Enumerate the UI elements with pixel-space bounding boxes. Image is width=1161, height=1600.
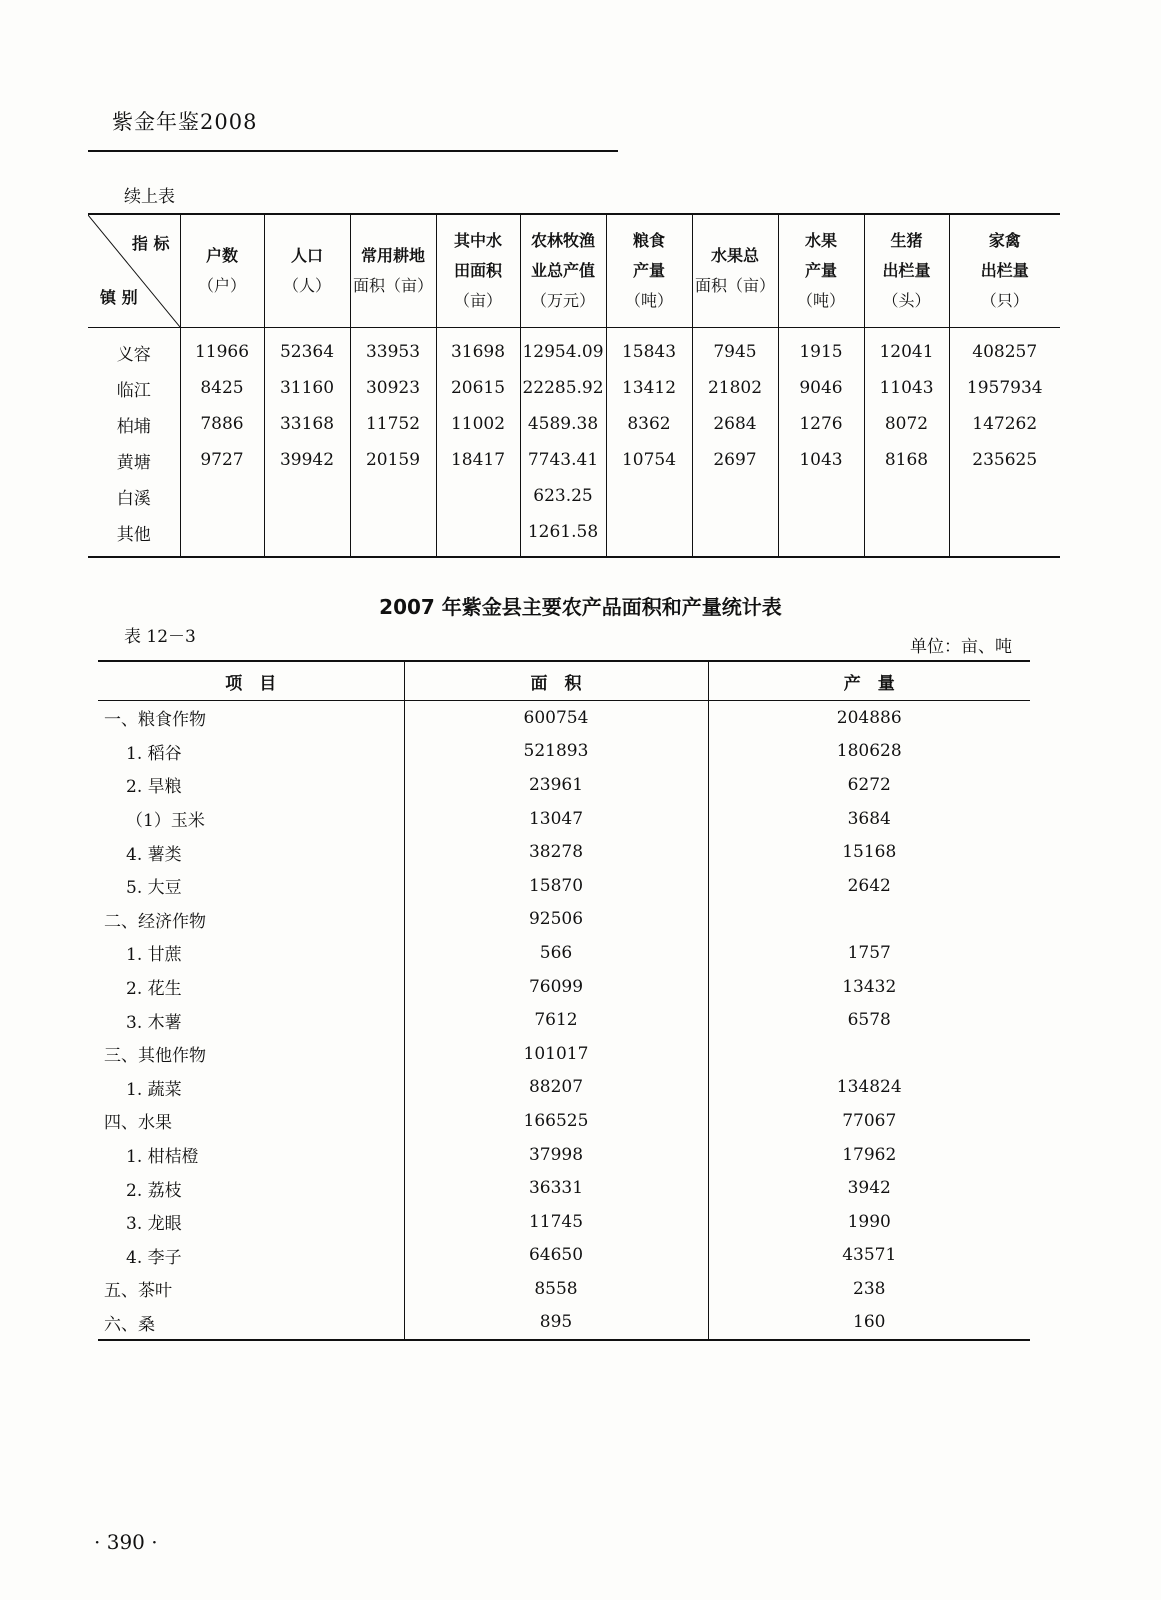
crop-area: 166525 xyxy=(404,1104,708,1138)
crop-item: 2. 荔枝 xyxy=(126,1180,182,1201)
header-item: 项 目 xyxy=(98,661,404,701)
column-unit: （万元） xyxy=(530,291,595,310)
town-name: 白溪 xyxy=(116,488,151,509)
table1-corner-cell xyxy=(88,214,180,328)
crop-item: 1. 甘蔗 xyxy=(126,945,182,966)
table-cell xyxy=(778,478,864,514)
town-name: 其他 xyxy=(88,514,180,557)
table-row xyxy=(98,1171,1030,1205)
table-cell xyxy=(180,478,264,514)
header-output: 产 量 xyxy=(708,661,1030,701)
table-cell xyxy=(949,514,1060,557)
page-number: · 390 · xyxy=(94,1530,158,1554)
table2-title: 2007 年紫金县主要农产品面积和产量统计表 xyxy=(379,595,782,619)
column-unit: （吨） xyxy=(624,291,673,310)
table-cell xyxy=(180,514,264,557)
crop-output: 6578 xyxy=(708,1003,1030,1037)
crop-item: （1）玉米 xyxy=(126,811,205,832)
column-title-line2: 田面积 xyxy=(453,261,502,280)
crop-area: 8558 xyxy=(404,1272,708,1306)
table-cell: 7945 xyxy=(692,328,778,371)
crop-output: 17962 xyxy=(708,1138,1030,1172)
table-cell: 147262 xyxy=(949,406,1060,442)
table-cell: 1261.58 xyxy=(520,514,606,557)
column-title-line2: 业总产值 xyxy=(530,261,595,280)
column-title-line2: 出栏量 xyxy=(980,261,1029,280)
crop-item: 2. 花生 xyxy=(126,979,182,1000)
town-name: 黄塘 xyxy=(116,452,151,473)
table-cell xyxy=(436,514,520,557)
column-title-line2: 产量 xyxy=(632,261,665,280)
column-unit: （亩） xyxy=(453,291,502,310)
table-cell: 7886 xyxy=(180,406,264,442)
table-cell: 623.25 xyxy=(520,478,606,514)
column-header xyxy=(180,214,264,328)
crop-item: 三、其他作物 xyxy=(104,1046,206,1067)
table-cell: 21802 xyxy=(692,370,778,406)
crop-area: 15870 xyxy=(404,869,708,903)
table-row xyxy=(98,970,1030,1004)
table-row xyxy=(98,869,1030,903)
crop-area: 7612 xyxy=(404,1003,708,1037)
crop-output: 238 xyxy=(708,1272,1030,1306)
column-unit: （头） xyxy=(882,291,931,310)
table-row xyxy=(88,406,1060,442)
table-cell: 11966 xyxy=(180,328,264,371)
crop-area: 36331 xyxy=(404,1171,708,1205)
table-cell: 1276 xyxy=(778,406,864,442)
table-row xyxy=(98,802,1030,836)
crop-item: 3. 龙眼 xyxy=(126,1214,182,1235)
table-cell: 18417 xyxy=(436,442,520,478)
column-title-line1: 其中水 xyxy=(453,231,502,250)
table-row xyxy=(88,478,1060,514)
table-row xyxy=(88,442,1060,478)
crop-area: 38278 xyxy=(404,835,708,869)
table-cell xyxy=(692,514,778,557)
table2-unit: 单位：亩、吨 xyxy=(910,637,1012,657)
column-header xyxy=(606,214,692,328)
crop-item: 六、桑 xyxy=(98,1306,404,1341)
column-title-line1: 水果 xyxy=(804,231,837,250)
table-row xyxy=(98,903,1030,937)
table-row xyxy=(88,328,1060,371)
column-title-line1: 水果总 xyxy=(710,246,759,265)
column-unit: 面积（亩） xyxy=(694,276,775,295)
crop-output xyxy=(708,903,1030,937)
table-cell: 15843 xyxy=(606,328,692,371)
table-cell: 8072 xyxy=(864,406,949,442)
town-name: 临江 xyxy=(116,380,151,401)
header-rule xyxy=(88,150,618,152)
crop-output: 3684 xyxy=(708,802,1030,836)
crop-stats-table xyxy=(98,660,1030,1341)
table-cell: 2684 xyxy=(692,406,778,442)
crop-output: 204886 xyxy=(708,701,1030,735)
crop-item: 四、水果 xyxy=(104,1113,172,1134)
crop-item: 1. 柑桔橙 xyxy=(126,1147,199,1168)
table-cell: 30923 xyxy=(350,370,436,406)
table-cell: 31160 xyxy=(264,370,350,406)
column-unit: （人） xyxy=(282,276,331,295)
table-cell: 20159 xyxy=(350,442,436,478)
corner-bottom-label: 镇 别 xyxy=(100,288,138,307)
table-row xyxy=(88,370,1060,406)
column-header xyxy=(350,214,436,328)
column-title-line2: 出栏量 xyxy=(882,261,931,280)
corner-top-label: 指 标 xyxy=(131,234,170,253)
column-header xyxy=(864,214,949,328)
crop-item: 3. 木薯 xyxy=(126,1012,182,1033)
table-row xyxy=(98,1138,1030,1172)
table-cell: 13412 xyxy=(606,370,692,406)
column-header xyxy=(949,214,1060,328)
column-header xyxy=(436,214,520,328)
table-row xyxy=(98,701,1030,735)
table-cell xyxy=(350,514,436,557)
crop-item: 5. 大豆 xyxy=(126,878,182,899)
table-cell: 408257 xyxy=(949,328,1060,371)
crop-item: 1. 蔬菜 xyxy=(126,1079,182,1100)
continuation-label: 续上表 xyxy=(124,187,175,207)
table-row xyxy=(88,514,1060,557)
crop-item: 一、粮食作物 xyxy=(104,710,206,731)
crop-item: 五、茶叶 xyxy=(104,1281,172,1302)
table-cell: 9727 xyxy=(180,442,264,478)
table2-label: 表 12－3 xyxy=(124,627,196,647)
table-cell: 12041 xyxy=(864,328,949,371)
column-title-line1: 农林牧渔 xyxy=(530,231,595,250)
crop-output xyxy=(708,1037,1030,1071)
column-title-line1: 粮食 xyxy=(632,231,665,250)
crop-area: 566 xyxy=(404,936,708,970)
table-cell: 11002 xyxy=(436,406,520,442)
book-title: 紫金年鉴2008 xyxy=(112,110,258,134)
table-row xyxy=(98,1104,1030,1138)
table-cell xyxy=(864,514,949,557)
crop-output: 160 xyxy=(708,1306,1030,1341)
table-cell xyxy=(606,514,692,557)
table-cell xyxy=(264,478,350,514)
crop-output: 1757 xyxy=(708,936,1030,970)
crop-output: 2642 xyxy=(708,869,1030,903)
table-cell: 52364 xyxy=(264,328,350,371)
crop-area: 88207 xyxy=(404,1071,708,1105)
crop-area: 37998 xyxy=(404,1138,708,1172)
table-row xyxy=(98,1239,1030,1273)
crop-area: 11745 xyxy=(404,1205,708,1239)
town-stats-table xyxy=(88,213,1060,558)
table-cell: 22285.92 xyxy=(520,370,606,406)
table-row xyxy=(98,1003,1030,1037)
crop-area: 76099 xyxy=(404,970,708,1004)
table-cell: 1957934 xyxy=(949,370,1060,406)
table-cell: 20615 xyxy=(436,370,520,406)
table-cell: 39942 xyxy=(264,442,350,478)
crop-area: 895 xyxy=(404,1306,708,1341)
crop-output: 3942 xyxy=(708,1171,1030,1205)
column-header xyxy=(264,214,350,328)
crop-item: 二、经济作物 xyxy=(104,911,206,932)
crop-output: 6272 xyxy=(708,768,1030,802)
table-cell: 9046 xyxy=(778,370,864,406)
crop-area: 521893 xyxy=(404,735,708,769)
crop-area: 64650 xyxy=(404,1239,708,1273)
table-row xyxy=(98,835,1030,869)
table-cell: 11043 xyxy=(864,370,949,406)
table-cell: 33168 xyxy=(264,406,350,442)
table-row xyxy=(98,1272,1030,1306)
town-name: 义容 xyxy=(116,344,151,365)
table-cell: 8362 xyxy=(606,406,692,442)
table-row xyxy=(98,1071,1030,1105)
table-cell: 1043 xyxy=(778,442,864,478)
table-row xyxy=(98,1205,1030,1239)
table-cell: 31698 xyxy=(436,328,520,371)
town-name: 柏埔 xyxy=(116,416,151,437)
table-cell: 8168 xyxy=(864,442,949,478)
table-cell xyxy=(264,514,350,557)
column-title-line1: 常用耕地 xyxy=(360,246,425,265)
column-title-line1: 户数 xyxy=(205,246,238,265)
table-cell xyxy=(692,478,778,514)
table-cell: 235625 xyxy=(949,442,1060,478)
table-cell xyxy=(606,478,692,514)
table-cell xyxy=(949,478,1060,514)
table-cell: 4589.38 xyxy=(520,406,606,442)
column-unit: （吨） xyxy=(796,291,845,310)
crop-area: 600754 xyxy=(404,701,708,735)
crop-item: 1. 稻谷 xyxy=(126,743,182,764)
table-cell: 10754 xyxy=(606,442,692,478)
crop-item: 4. 薯类 xyxy=(126,844,182,865)
column-header xyxy=(520,214,606,328)
column-title-line1: 人口 xyxy=(290,246,323,265)
column-title-line1: 家禽 xyxy=(988,231,1021,250)
crop-output: 134824 xyxy=(708,1071,1030,1105)
table-cell: 33953 xyxy=(350,328,436,371)
column-unit: （只） xyxy=(980,291,1029,310)
table1-header-row xyxy=(88,214,1060,328)
table-cell xyxy=(436,478,520,514)
table-row xyxy=(98,735,1030,769)
column-header xyxy=(692,214,778,328)
header-area: 面 积 xyxy=(404,661,708,701)
column-title-line1: 生猪 xyxy=(890,231,923,250)
table-cell: 8425 xyxy=(180,370,264,406)
crop-area: 23961 xyxy=(404,768,708,802)
column-title-line2: 产量 xyxy=(804,261,837,280)
table-cell: 2697 xyxy=(692,442,778,478)
table-cell xyxy=(778,514,864,557)
column-unit: （户） xyxy=(197,276,246,295)
crop-output: 43571 xyxy=(708,1239,1030,1273)
table-row xyxy=(98,936,1030,970)
table-cell xyxy=(864,478,949,514)
crop-output: 77067 xyxy=(708,1104,1030,1138)
table2-header-row xyxy=(98,661,1030,701)
crop-output: 13432 xyxy=(708,970,1030,1004)
crop-item: 4. 李子 xyxy=(126,1247,182,1268)
crop-output: 180628 xyxy=(708,735,1030,769)
table-cell: 7743.41 xyxy=(520,442,606,478)
table-row xyxy=(98,1306,1030,1341)
crop-output: 1990 xyxy=(708,1205,1030,1239)
crop-area: 13047 xyxy=(404,802,708,836)
table-cell: 1915 xyxy=(778,328,864,371)
crop-area: 101017 xyxy=(404,1037,708,1071)
crop-area: 92506 xyxy=(404,903,708,937)
column-header xyxy=(778,214,864,328)
table-cell: 11752 xyxy=(350,406,436,442)
crop-output: 15168 xyxy=(708,835,1030,869)
table-row xyxy=(98,768,1030,802)
table-row xyxy=(98,1037,1030,1071)
crop-item: 2. 旱粮 xyxy=(126,777,182,798)
table-cell: 12954.09 xyxy=(520,328,606,371)
column-unit: 面积（亩） xyxy=(352,276,433,295)
table-cell xyxy=(350,478,436,514)
